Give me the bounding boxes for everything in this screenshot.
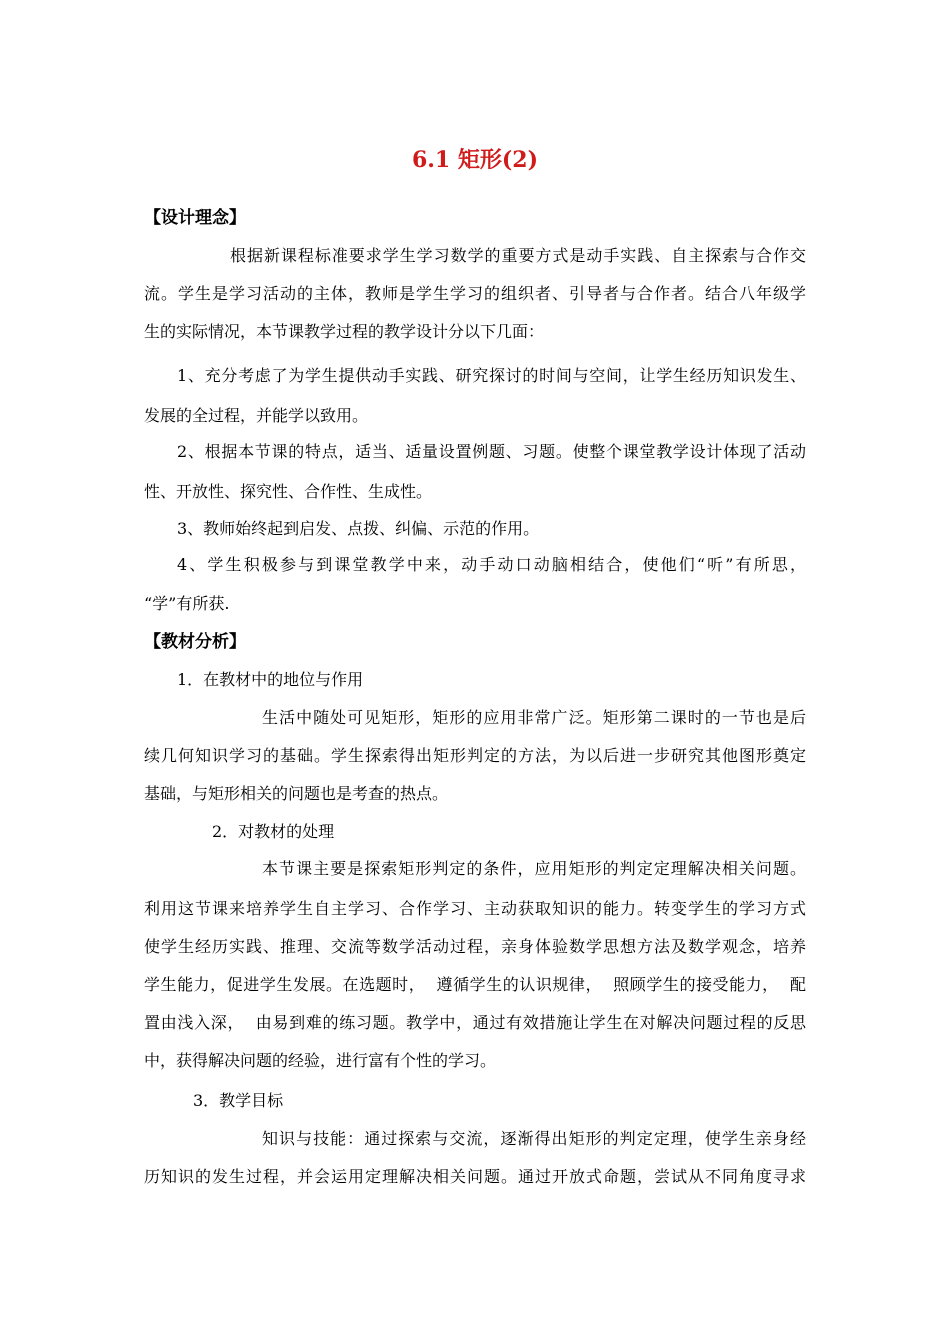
paragraph-line: 知识与技能：通过探索与交流，逐渐得出矩形的判定定理，使学生亲身经 bbox=[262, 1129, 806, 1148]
paragraph-line: 学生能力，促进学生发展。在选题时， 遵循学生的认识规律， 照顾学生的接受能力， 配 bbox=[144, 975, 806, 994]
paragraph-line: 根据新课程标准要求学生学习数学的重要方式是动手实践、自主探索与合作交 bbox=[230, 246, 806, 265]
paragraph-line: 利用这节课来培养学生自主学习、合作学习、主动获取知识的能力。转变学生的学习方式 bbox=[144, 899, 806, 918]
section-heading-analysis: 【教材分析】 bbox=[144, 632, 246, 652]
subsection-heading: 1．在教材中的地位与作用 bbox=[177, 670, 364, 689]
paragraph-line: 1、充分考虑了为学生提供动手实践、研究探讨的时间与空间，让学生经历知识发生、 bbox=[177, 366, 806, 385]
paragraph-line: 3、教师始终起到启发、点拨、纠偏、示范的作用。 bbox=[177, 519, 540, 538]
paragraph-line: 续几何知识学习的基础。学生探索得出矩形判定的方法，为以后进一步研究其他图形奠定 bbox=[144, 746, 806, 765]
paragraph-line: 本节课主要是探索矩形判定的条件，应用矩形的判定定理解决相关问题。 bbox=[262, 859, 806, 878]
paragraph-line: 历知识的发生过程，并会运用定理解决相关问题。通过开放式命题，尝试从不同角度寻求 bbox=[144, 1167, 806, 1186]
page-title: 6.1 矩形(2) bbox=[411, 147, 539, 173]
subsection-heading: 2．对教材的处理 bbox=[212, 822, 335, 841]
subsection-heading: 3．教学目标 bbox=[193, 1091, 284, 1110]
paragraph-line: 生活中随处可见矩形，矩形的应用非常广泛。矩形第二课时的一节也是后 bbox=[262, 708, 806, 727]
paragraph-line: 生的实际情况，本节课教学过程的教学设计分以下几面： bbox=[144, 322, 545, 341]
paragraph-line: 2、根据本节课的特点，适当、适量设置例题、习题。使整个课堂教学设计体现了活动 bbox=[177, 442, 806, 461]
paragraph-line: 性、开放性、探究性、合作性、生成性。 bbox=[144, 482, 433, 501]
paragraph-line: 使学生经历实践、推理、交流等数学活动过程，亲身体验数学思想方法及数学观念，培养 bbox=[144, 937, 806, 956]
paragraph-line: 流。学生是学习活动的主体，教师是学生学习的组织者、引导者与合作者。结合八年级学 bbox=[144, 284, 806, 303]
paragraph-line: 置由浅入深， 由易到难的练习题。教学中，通过有效措施让学生在对解决问题过程的反思 bbox=[144, 1013, 806, 1032]
paragraph-line: 基础，与矩形相关的问题也是考查的热点。 bbox=[144, 784, 449, 803]
paragraph-line: “学”有所获. bbox=[144, 594, 230, 613]
paragraph-line: 中，获得解决问题的经验，进行富有个性的学习。 bbox=[144, 1051, 497, 1070]
paragraph-line: 发展的全过程，并能学以致用。 bbox=[144, 406, 369, 425]
section-heading-design: 【设计理念】 bbox=[144, 208, 246, 228]
paragraph-line: 4、学生积极参与到课堂教学中来，动手动口动脑相结合，使他们“听”有所思， bbox=[177, 555, 806, 574]
